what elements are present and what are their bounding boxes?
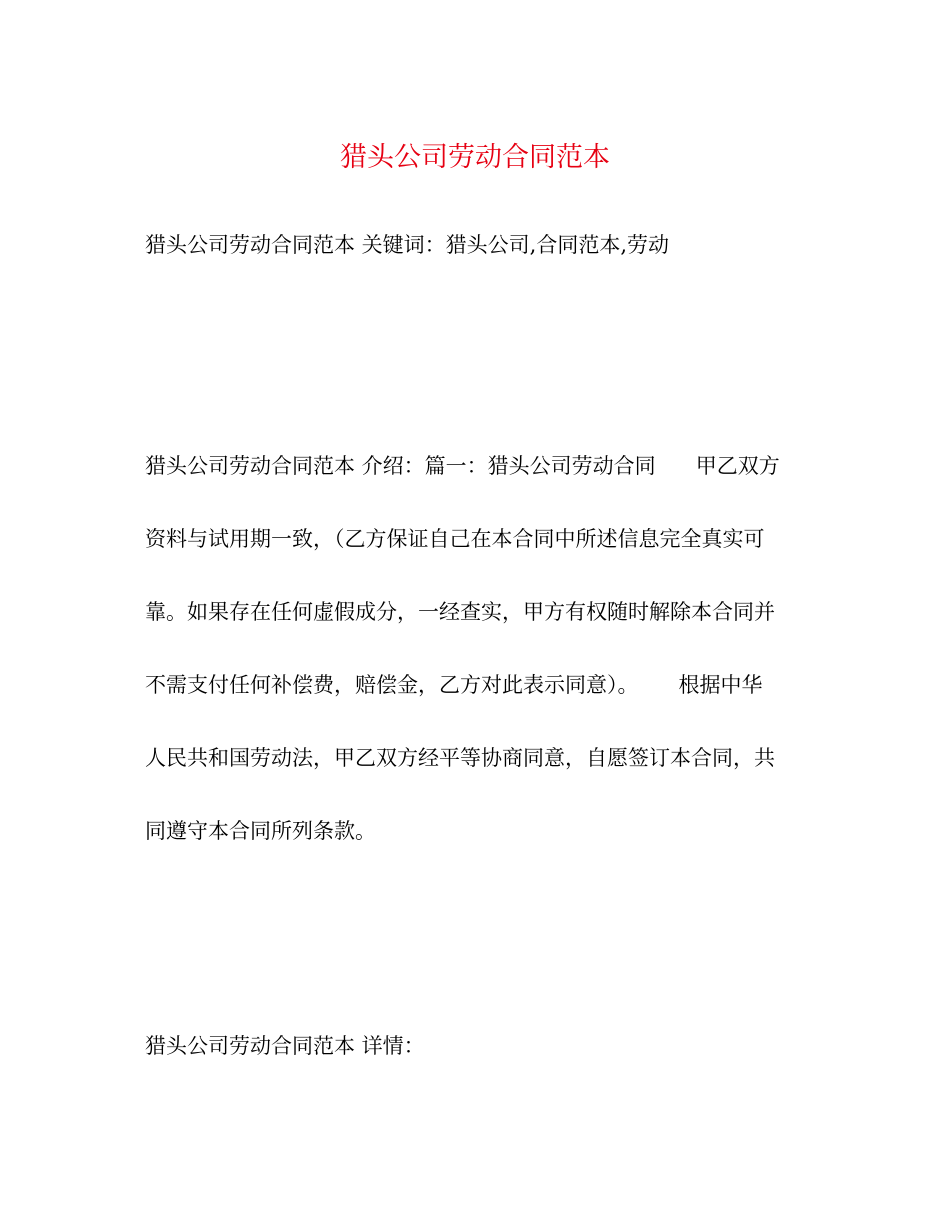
keywords-line: 猎头公司劳动合同范本 关键词：猎头公司,合同范本,劳动	[145, 233, 670, 257]
detail-line: 猎头公司劳动合同范本 详情：	[145, 1034, 425, 1058]
intro-line: 人民共和国劳动法，甲乙双方经平等协商同意，自愿签订本合同，共	[145, 746, 775, 770]
intro-line: 猎头公司劳动合同范本 介绍：篇一：猎头公司劳动合同 甲乙双方	[145, 454, 780, 478]
intro-line: 靠。如果存在任何虚假成分，一经查实，甲方有权随时解除本合同并	[145, 600, 775, 624]
intro-line: 同遵守本合同所列条款。	[145, 819, 376, 843]
intro-line: 资料与试用期一致，（乙方保证自己在本合同中所述信息完全真实可	[145, 527, 765, 551]
document-title: 猎头公司劳动合同范本	[340, 142, 610, 173]
intro-line: 不需支付任何补偿费，赔偿金，乙方对此表示同意）。 根据中华	[145, 673, 763, 697]
intro-paragraph	[145, 447, 805, 885]
